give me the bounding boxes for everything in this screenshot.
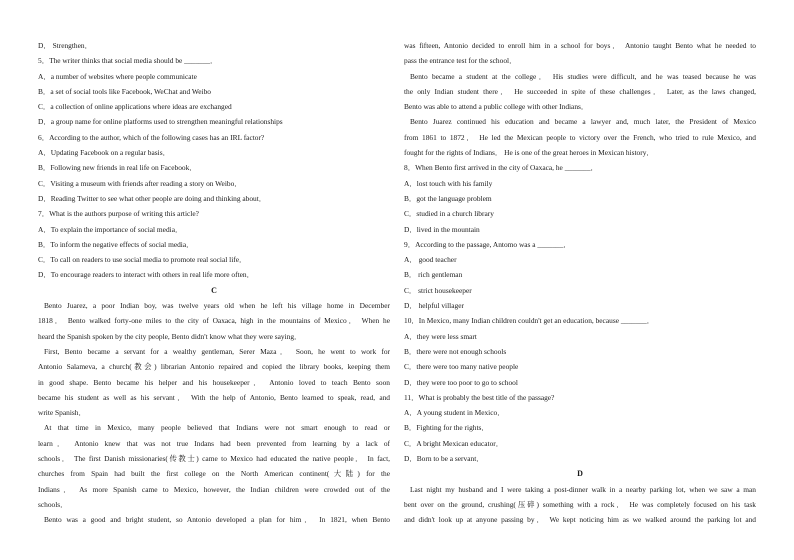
right-text-line: Bento was able to attend a public college with other Indians．	[404, 102, 589, 112]
left-text-line: D．Reading Twitter to see what other people are doing and thinking about．	[38, 193, 267, 203]
left-text-line: C．To call on readers to use social media to promote real social life．	[38, 255, 247, 265]
right-text-line: B．got the language problem	[404, 193, 492, 203]
right-text-line: Last night my husband and I were taking a post-dinner walk in a nearby parking lot, when we saw a man	[410, 484, 756, 494]
right-text-line: C． strict housekeeper	[404, 285, 472, 295]
right-text-line: and didn't look up at anyone passing by． We kept noticing him as we walked around the parking lot and	[404, 515, 756, 525]
left-text-line: B．To inform the negative effects of social media．	[38, 239, 194, 249]
right-text-line: D．Born to be a servant．	[404, 454, 484, 464]
right-text-line: C．studied in a church library	[404, 209, 494, 219]
right-text-line: 8．When Bento first arrived in the city of Oaxaca, he _______．	[404, 163, 598, 173]
right-text-line: D． helpful villager	[404, 301, 464, 311]
left-text-line: A．To explain the importance of social media．	[38, 224, 183, 234]
right-text-line: A．they were less smart	[404, 331, 477, 341]
left-text-line: Bento was a good and bright student, so Antonio developed a plan for him． In 1821, when Bento	[44, 515, 390, 525]
left-text-line: Antonio Salameva, a church(教会) librarian Antonio repaired and copied the library books, keeping them	[38, 362, 390, 372]
section-heading: C	[211, 285, 217, 295]
left-text-line: D． Strengthen．	[38, 41, 92, 50]
left-text-line: C．a collection of online applications where ideas are exchanged	[38, 102, 232, 112]
left-text-line: 5．The writer thinks that social media should be _______．	[38, 56, 218, 66]
left-text-line: schools．	[38, 499, 68, 509]
right-text-line: Bento Juarez continued his education and became a lawyer and, much later, the President of Mexico	[410, 117, 756, 127]
right-text-line: 9．According to the passage, Antomo was a _______．	[404, 239, 571, 249]
left-text-line: 6．According to the author, which of the following cases has an IRL factor?	[38, 132, 265, 142]
left-text-line: 7．What is the authors purpose of writing this article?	[38, 209, 199, 219]
left-column	[38, 38, 390, 528]
right-text-line: fought for the rights of Indians． He is one of the great heroes in Mexican history．	[404, 148, 654, 158]
right-text-line: A．lost touch with his family	[404, 178, 493, 188]
right-text-line: Bento became a student at the college． His studies were difficult, and he was teased because he was	[410, 71, 756, 81]
right-text-line: was fifteen, Antonio decided to enroll him in a school for boys． Antonio taught Bento what he needed to	[404, 41, 756, 50]
right-text-line: bent over on the ground, crushing(压碎) something with a rock． He was completely focused on his task	[404, 499, 756, 509]
right-text-line: from 1861 to 1872． He led the Mexican people to victory over the French, who tried to rule Mexico, and	[404, 132, 756, 142]
left-text-line: C．Visiting a museum with friends after reading a story on Weibo．	[38, 178, 242, 188]
right-text-line: A．A young student in Mexico．	[404, 408, 505, 418]
right-text-line: B．there were not enough schools	[404, 346, 507, 356]
right-text-line: C．there were too many native people	[404, 362, 519, 372]
right-column	[404, 38, 756, 528]
left-text-line: At that time in Mexico, many people believed that Indians were not smart enough to read or	[44, 423, 390, 433]
right-text-line: D．lived in the mountain	[404, 224, 480, 234]
left-text-line: D．To encourage readers to interact with others in real life more often．	[38, 270, 254, 280]
left-text-line: B．a set of social tools like Facebook, WeChat and Weibo	[38, 86, 212, 96]
left-text-line: D．a group name for online platforms used to strengthen meaningful relationships	[38, 117, 283, 127]
left-text-line: Bento Juarez, a poor Indian boy, was twelve years old when he left his village home in December	[44, 301, 390, 311]
left-text-line: Indians． As more Spanish came to Mexico, however, the Indian children were crowded out of the	[38, 484, 390, 494]
right-text-line: C．A bright Mexican educator．	[404, 438, 504, 448]
left-text-line: became his student as well as his servant． With the help of Antonio, Bento learned to speak, read, and	[38, 392, 390, 402]
left-text-line: First, Bento became a servant for a wealthy gentleman, Serer Maza． Soon, he went to work for	[44, 346, 390, 356]
right-text-line: B． rich gentleman	[404, 270, 463, 280]
right-text-line: D．they were too poor to go to school	[404, 377, 518, 387]
left-text-line: 1818． Bento walked forty-one miles to the city of Oaxaca, high in the mountains of Mexico． When he	[38, 316, 390, 326]
right-text-line: 11．What is probably the best title of the passage?	[404, 392, 555, 402]
left-text-line: A．Updating Facebook on a regular basis．	[38, 148, 170, 158]
left-text-line: B．Following new friends in real life on Facebook．	[38, 163, 197, 173]
right-text-line: the only Indian student there． He succeeded in spite of these challenges． Later, as the laws changed,	[404, 86, 756, 96]
left-text-line: learn． Antonio knew that was not true Indans had been prevented from learning by a lack of	[38, 438, 390, 448]
right-text-line: A． good teacher	[404, 255, 457, 265]
left-text-line: churches from Spain had built the first college on the North American continent(大陆) for the	[38, 469, 390, 479]
left-text-line: in good shape. Bento became his helper and his housekeeper． Antonio loved to teach Bento soon	[38, 377, 390, 387]
section-heading: D	[577, 469, 583, 479]
left-text-line: schools． The first Danish missionaries(传教士) came to Mexico had educated the native people． In fact,	[38, 454, 390, 464]
right-text-line: B．Fighting for the rights．	[404, 423, 489, 433]
right-text-line: 10．In Mexico, many Indian children couldn't get an education, because _______．	[404, 316, 655, 326]
left-text-line: A．a number of websites where people communicate	[38, 71, 197, 81]
left-text-line: heard the Spanish spoken by the city people, Bento didn't know what they were saying．	[38, 331, 302, 341]
right-text-line: pass the entrance test for the school．	[404, 56, 517, 66]
left-text-line: write Spanish．	[38, 408, 86, 418]
